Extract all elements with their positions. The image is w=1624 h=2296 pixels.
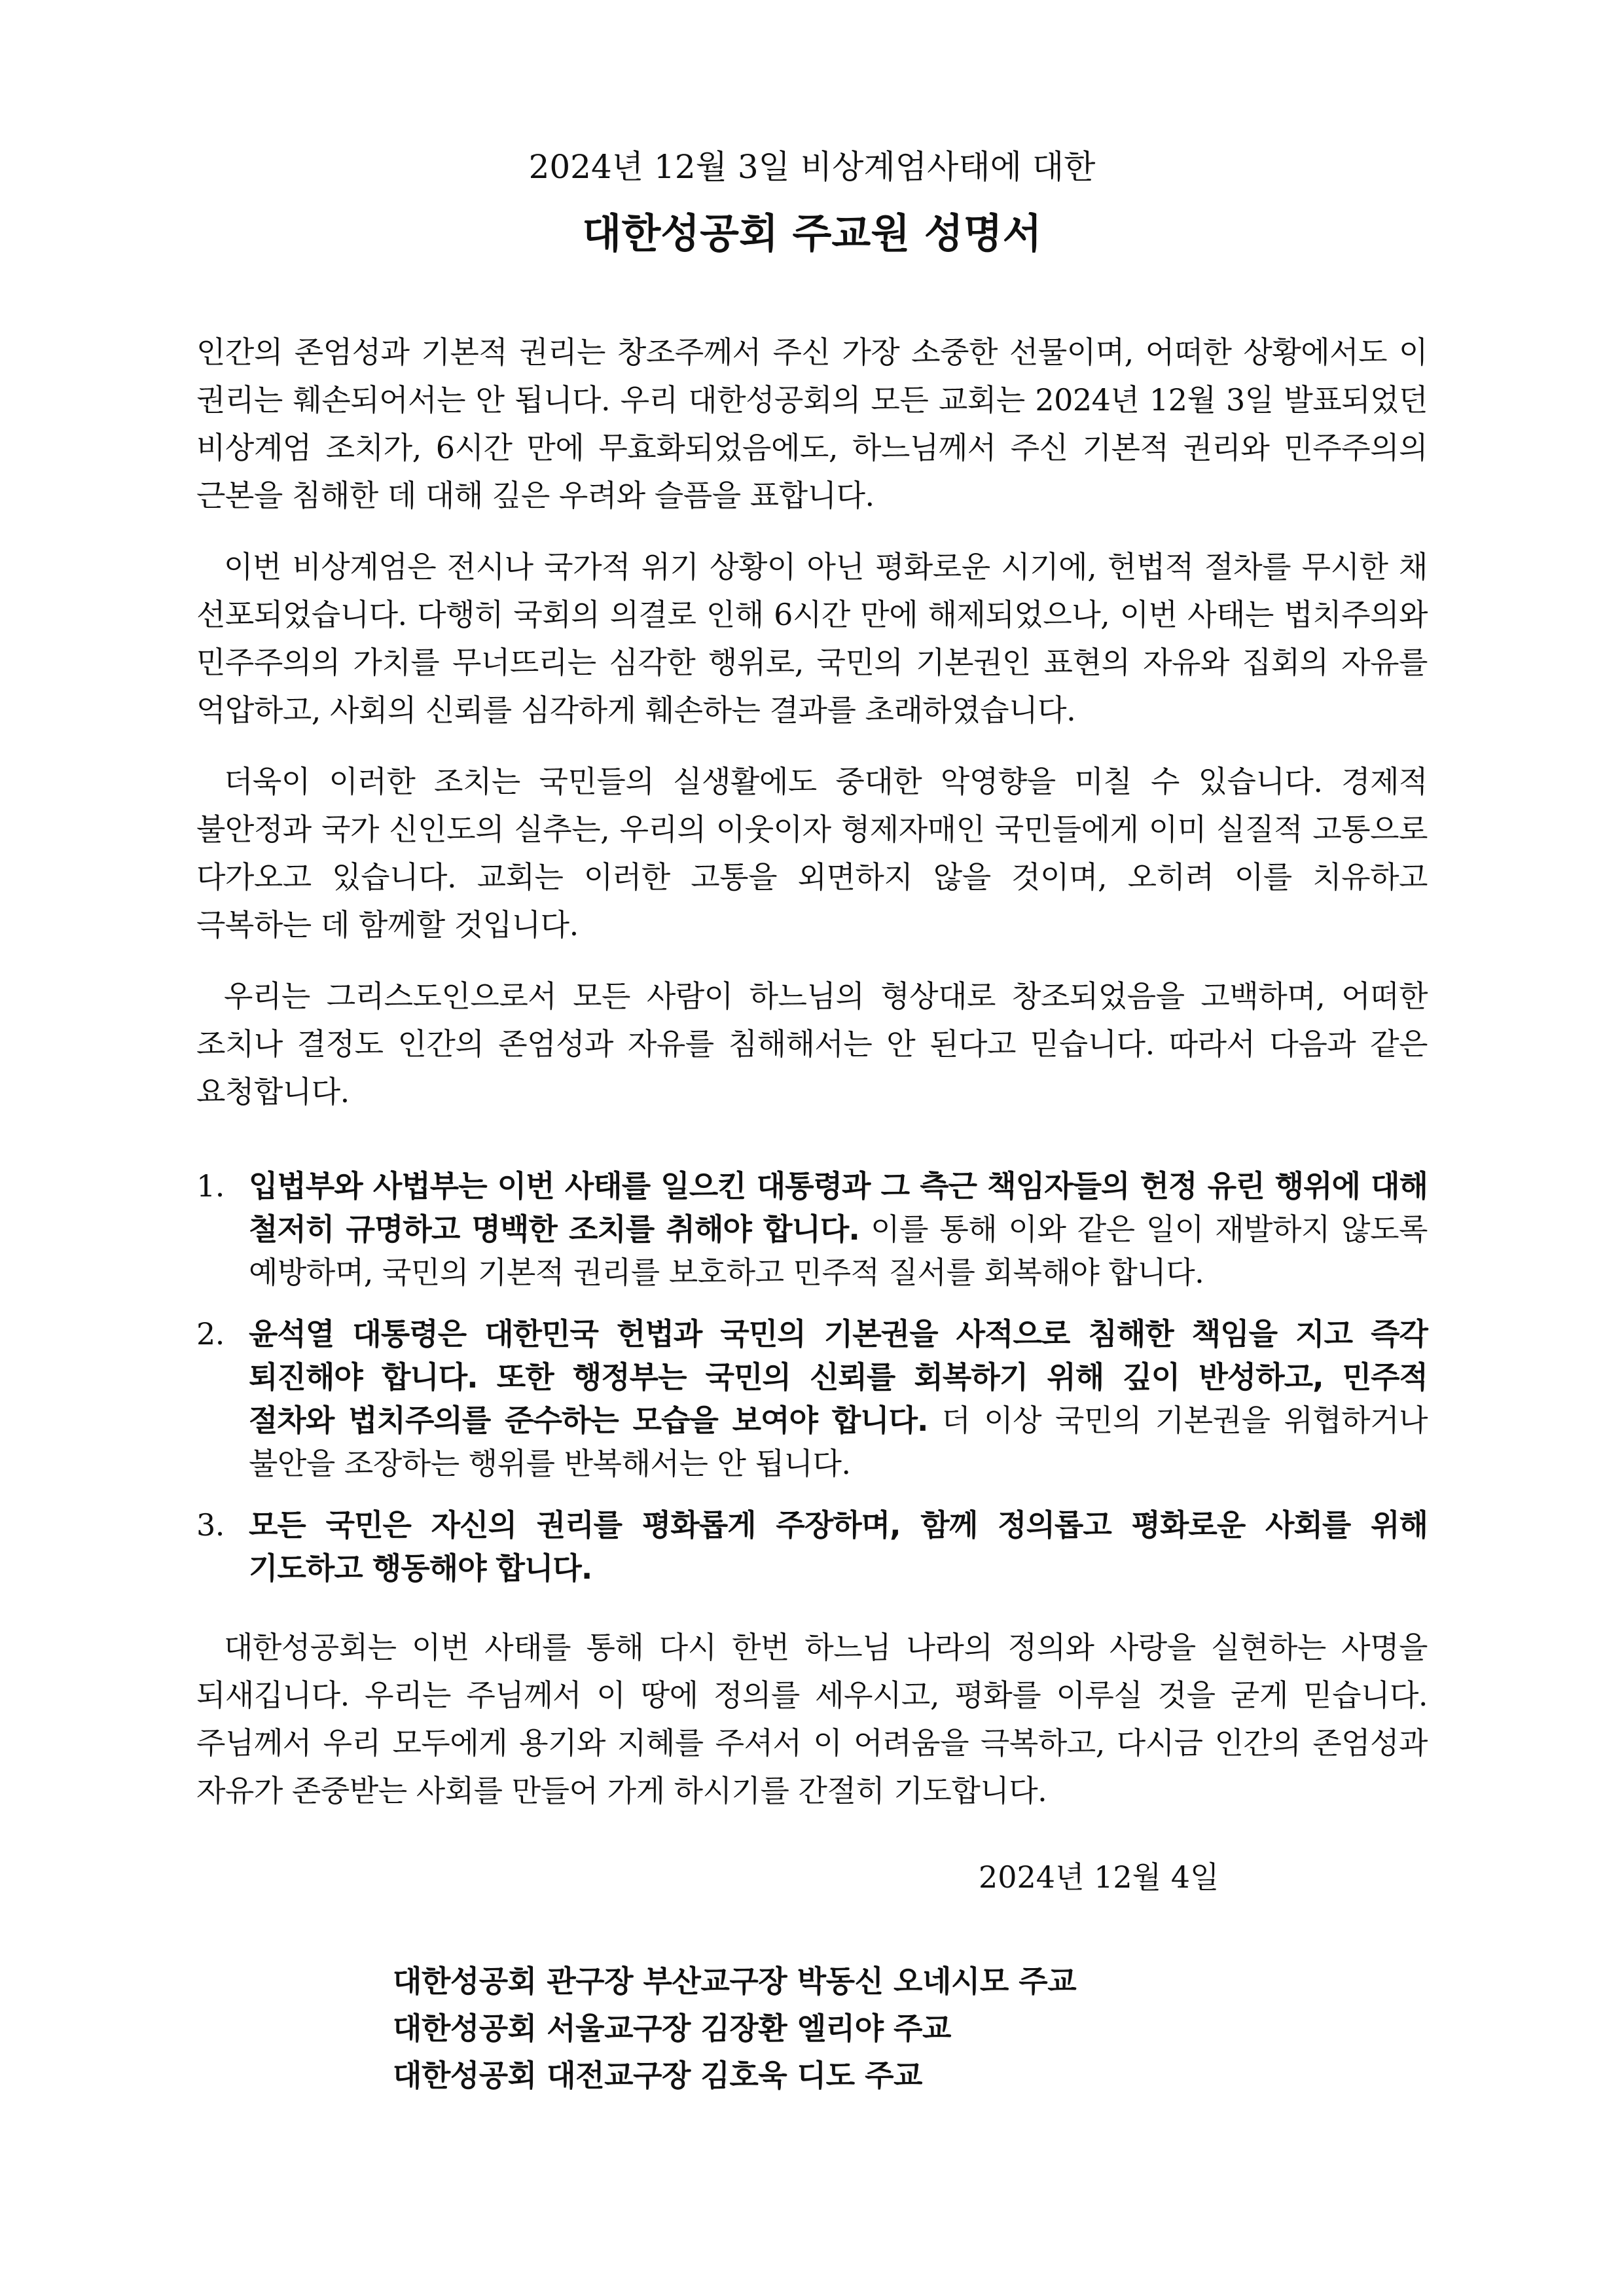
statement-date: 2024년 12월 4일 — [979, 1859, 1219, 1895]
request-bold-text: 모든 국민은 자신의 권리를 평화롭게 주장하며, 함께 정의롭고 평화로운 사회를 위해 기도하고 행동해야 합니다. — [249, 1507, 1428, 1586]
request-text — [249, 1503, 1428, 1590]
signatory-list — [196, 1958, 1428, 2099]
request-number: 1. — [196, 1168, 225, 1204]
statement-body — [196, 329, 1428, 1815]
request-number: 3. — [196, 1507, 225, 1543]
request-item-2 — [196, 1312, 1428, 1485]
paragraph-belief: 우리는 그리스도인으로서 모든 사람이 하느님의 형상대로 창조되었음을 고백하며, 어떠한 조치나 결정도 인간의 존엄성과 자유를 침해해서는 안 된다고 믿습니다. 따라서 다음과 같은 요청합니다. — [196, 978, 1428, 1109]
request-number: 2. — [196, 1316, 225, 1352]
request-list — [196, 1164, 1428, 1590]
request-item-1 — [196, 1164, 1428, 1294]
request-text — [249, 1164, 1428, 1294]
signatory-line: 대한성공회 관구장 부산교구장 박동신 오네시모 주교 — [393, 1964, 1077, 1999]
paragraph-impact: 더욱이 이러한 조치는 국민들의 실생활에도 중대한 악영향을 미칠 수 있습니다. 경제적 불안정과 국가 신인도의 실추는, 우리의 이웃이자 형제자매인 국민들에게 이미 실질적 고통으로 다가오고 있습니다. 교회는 이러한 고통을 외면하지 않을 것이며, 오히려 이를 치유하고 극복하는 데 함께할 것입니다. — [196, 764, 1428, 942]
signatory-line: 대한성공회 대전교구장 김호욱 디도 주교 — [393, 2058, 922, 2093]
paragraph-closing: 대한성공회는 이번 사태를 통해 다시 한번 하느님 나라의 정의와 사랑을 실현하는 사명을 되새깁니다. 우리는 주님께서 이 땅에 정의를 세우시고, 평화를 이루실 것을 굳게 믿습니다. 주님께서 우리 모두에게 용기와 지혜를 주셔서 이 어려움을 극복하고, 다시금 인간의 존엄성과 자유가 존중받는 사회를 만들어 가게 하시기를 간절히 기도합니다. — [196, 1630, 1428, 1808]
document-subtitle: 2024년 12월 3일 비상계엄사태에 대한 — [528, 148, 1096, 186]
request-normal-text: 이를 통해 이와 같은 일이 재발하지 않도록 예방하며, 국민의 기본적 권리를 보호하고 민주적 질서를 회복해야 합니다. — [249, 1211, 1428, 1290]
request-normal-text: 더 이상 국민의 기본권을 위협하거나 불안을 조장하는 행위를 반복해서는 안 됩니다. — [249, 1403, 1428, 1481]
request-text — [249, 1312, 1428, 1485]
signatory-line: 대한성공회 서울교구장 김장환 엘리야 주교 — [393, 2011, 951, 2046]
request-bold-text: 입법부와 사법부는 이번 사태를 일으킨 대통령과 그 측근 책임자들의 헌정 유린 행위에 대해 철저히 규명하고 명백한 조치를 취해야 합니다. — [249, 1168, 1428, 1247]
request-item-3 — [196, 1503, 1428, 1590]
document-title: 대한성공회 주교원 성명서 — [582, 209, 1042, 257]
paragraph-martial-law: 이번 비상계엄은 전시나 국가적 위기 상황이 아닌 평화로운 시기에, 헌법적 절차를 무시한 채 선포되었습니다. 다행히 국회의 의결로 인해 6시간 만에 해제되었으나, 이번 사태는 법치주의와 민주주의의 가치를 무너뜨리는 심각한 행위로, 국민의 기본권인 표현의 자유와 집회의 자유를 억압하고, 사회의 신뢰를 심각하게 훼손하는 결과를 초래하였습니다. — [196, 549, 1428, 728]
request-bold-text: 윤석열 대통령은 대한민국 헌법과 국민의 기본권을 사적으로 침해한 책임을 지고 즉각 퇴진해야 합니다. 또한 행정부는 국민의 신뢰를 회복하기 위해 깊이 반성하고, 민주적 절차와 법치주의를 준수하는 모습을 보여야 합니다. — [249, 1316, 1428, 1438]
paragraph-intro: 인간의 존엄성과 기본적 권리는 창조주께서 주신 가장 소중한 선물이며, 어떠한 상황에서도 이 권리는 훼손되어서는 안 됩니다. 우리 대한성공회의 모든 교회는 2024년 12월 3일 발표되었던 비상계엄 조치가, 6시간 만에 무효화되었음에도, 하느님께서 주신 기본적 권리와 민주주의의 근본을 침해한 데 대해 깊은 우려와 슬픔을 표합니다. — [196, 334, 1428, 513]
